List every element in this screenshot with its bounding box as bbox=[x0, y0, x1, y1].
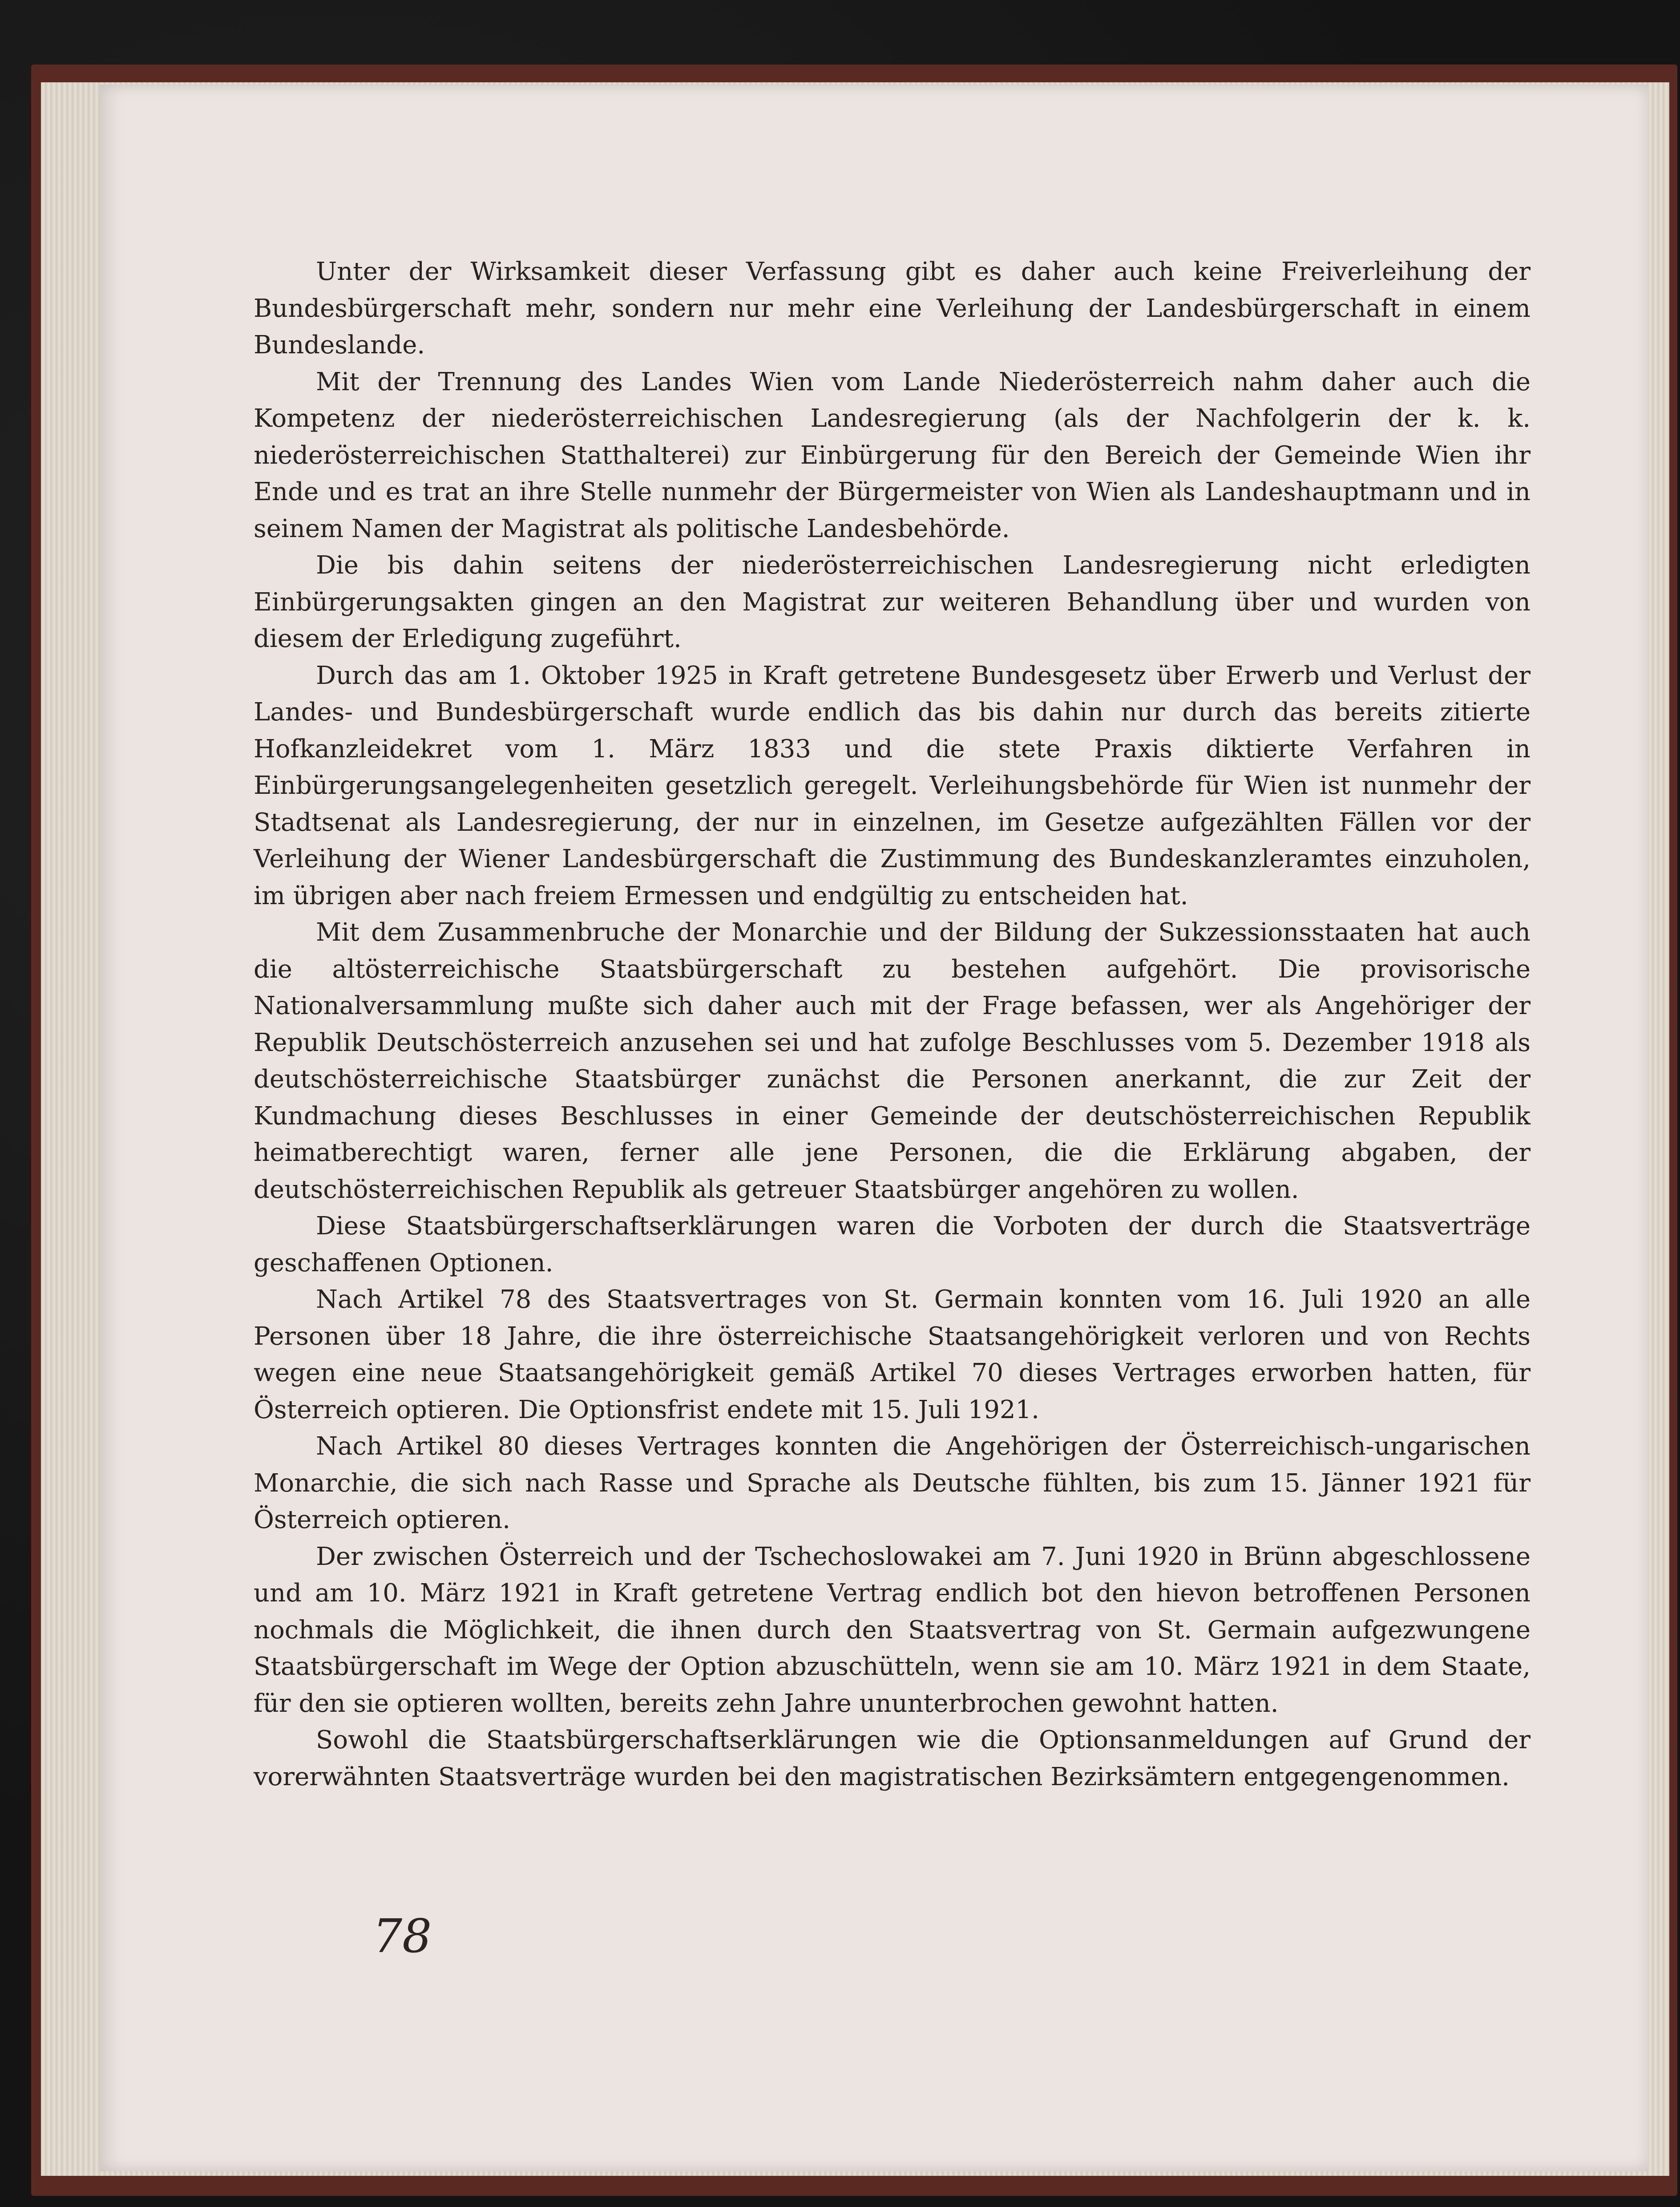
page-number: 78 bbox=[373, 1909, 432, 1963]
paragraph: Nach Artikel 80 dieses Vertrages konnten die Angehörigen der Österreichisch-ungarischen Monarchie, die sich nach Rasse und Sprache als Deutsche fühlten, bis zum 15. Jänner 1921 für Österreich optieren. bbox=[254, 1432, 1531, 1534]
paragraph: Unter der Wirksamkeit dieser Verfassung gibt es daher auch keine Freiverleihung der Bundesbürgerschaft mehr, sondern nur mehr eine Verleihung der Landesbürgerschaft in einem Bundeslande. bbox=[254, 257, 1531, 360]
paragraph: Die bis dahin seitens der niederösterreichischen Landesregierung nicht erledigten Einbürgerungsakten gingen an den Magistrat zur weiteren Behandlung über und wurden von diesem der Erledigung zugeführt. bbox=[254, 551, 1531, 653]
paragraph: Der zwischen Österreich und der Tschechoslowakei am 7. Juni 1920 in Brünn abgeschlossene und am 10. März 1921 in Kraft getretene Vertrag endlich bot den hievon betroffenen Personen nochmals die Möglichkeit, die ihnen durch den Staatsvertrag von St. Germain aufgezwungene Staatsbürgerschaft im Wege der Option abzuschütteln, wenn sie am 10. März 1921 in dem Staate, für den sie optieren wollten, bereits zehn Jahre ununterbrochen gewohnt hatten. bbox=[254, 1542, 1531, 1718]
paragraph: Durch das am 1. Oktober 1925 in Kraft getretene Bundesgesetz über Erwerb und Verlust der Landes- und Bundesbürgerschaft wurde endlich das bis dahin nur durch das bereits zitierte Hofkanzleidekret vom 1. März 1833 und die stete Praxis diktierte Verfahren in Einbürgerungsangelegenheiten gesetzlich geregelt. Verleihungsbehörde für Wien ist nunmehr der Stadtsenat als Landesregierung, der nur in einzelnen, im Gesetze aufgezählten Fällen vor der Verleihung der Wiener Landesbürgerschaft die Zustimmung des Bundeskanzleramtes einzuholen, im übrigen aber nach freiem Ermessen und endgültig zu entscheiden hat. bbox=[254, 661, 1531, 910]
paragraph: Diese Staatsbürgerschaftserklärungen waren die Vorboten der durch die Staatsverträge geschaffenen Optionen. bbox=[254, 1212, 1531, 1277]
paragraph: Mit dem Zusammenbruche der Monarchie und der Bildung der Sukzessionsstaaten hat auch die altösterreichische Staatsbürgerschaft zu bestehen aufgehört. Die provisorische Nationalversammlung mußte sich daher auch mit der Frage befassen, wer als Angehöriger der Republik Deutschösterreich anzusehen sei und hat zufolge Beschlusses vom 5. Dezember 1918 als deutschösterreichische Staatsbürger zunächst die Personen anerkannt, die zur Zeit der Kundmachung dieses Beschlusses in einer Gemeinde der deutschösterreichischen Republik heimatberechtigt waren, ferner alle jene Personen, die die Erklärung abgaben, der deutschösterreichischen Republik als getreuer Staatsbürger angehören zu wollen. bbox=[254, 918, 1531, 1204]
paragraph: Nach Artikel 78 des Staatsvertrages von St. Germain konnten vom 16. Juli 1920 an alle Personen über 18 Jahre, die ihre österreichische Staatsangehörigkeit verloren und von Rechts wegen eine neue Staatsangehörigkeit gemäß Artikel 70 dieses Vertrages erworben hatten, für Österreich optieren. Die Optionsfrist endete mit 15. Juli 1921. bbox=[254, 1285, 1531, 1424]
paragraph: Sowohl die Staatsbürgerschaftserklärungen wie die Optionsanmeldungen auf Grund der vorerwähnten Staatsverträge wurden bei den magistratischen Bezirksämtern entgegengenommen. bbox=[254, 1726, 1531, 1791]
paragraph: Mit der Trennung des Landes Wien vom Lande Niederösterreich nahm daher auch die Kompetenz der niederösterreichischen Landesregierung (als der Nachfolgerin der k. k. niederösterreichischen Statthalterei) zur Einbürgerung für den Bereich der Gemeinde Wien ihr Ende und es trat an ihre Stelle nunmehr der Bürgermeister von Wien als Landeshauptmann und in seinem Namen der Magistrat als politische Landesbehörde. bbox=[254, 367, 1531, 543]
body-text bbox=[254, 254, 1531, 1795]
